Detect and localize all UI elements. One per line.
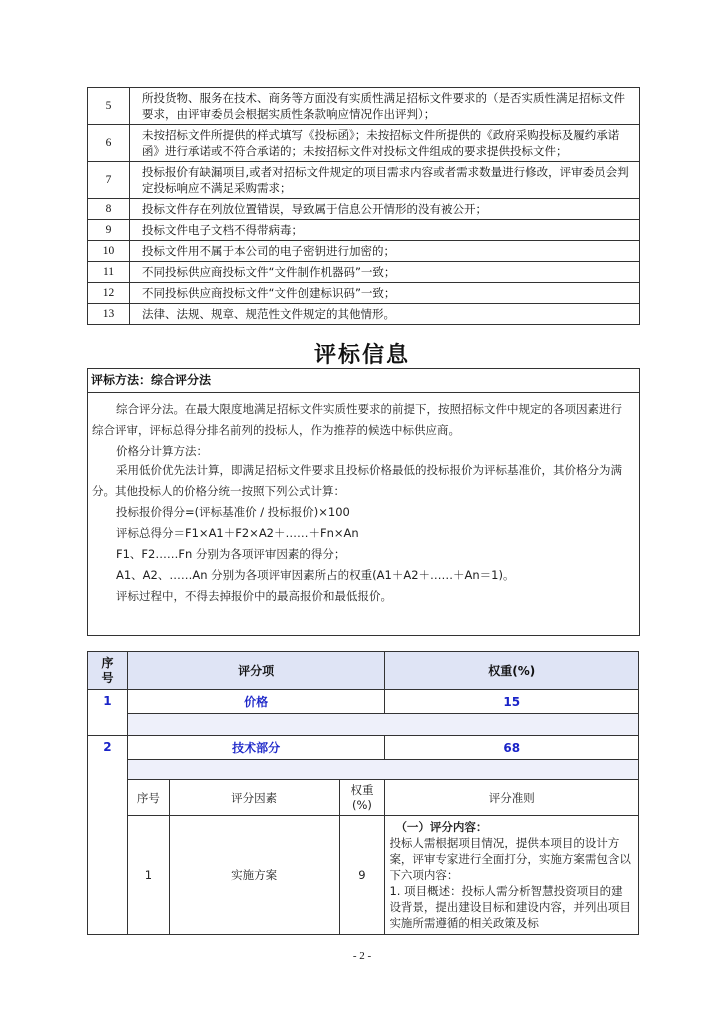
formula-total-score: 评标总得分＝F1×A1＋F2×A2＋……＋Fn×An	[116, 526, 359, 540]
sub-row-seq: 1	[127, 816, 169, 935]
formula-f-def: F1、F2……Fn 分别为各项评审因素的得分；	[116, 547, 346, 561]
section-title: 评标信息	[313, 343, 410, 368]
evaluation-note: 评标过程中，不得去掉报价中的最高报价和最低报价。	[116, 589, 392, 603]
blank-row	[127, 714, 638, 736]
criteria-text: 投标人需根据项目情况，提供本项目的设计方案，评审专家进行全面打分，实施方案需包含以下六项内容：	[389, 836, 631, 882]
sub-header-criteria: 评分准则	[385, 780, 639, 816]
row-number: 11	[88, 262, 130, 283]
disqualification-table	[87, 87, 640, 325]
row-number: 8	[88, 199, 130, 220]
disqualification-row	[88, 262, 640, 283]
row-text: 投标文件用不属于本公司的电子密钥进行加密的；	[130, 241, 640, 262]
row-number: 12	[88, 283, 130, 304]
row-number: 10	[88, 241, 130, 262]
method-heading: 评标方法：综合评分法	[88, 369, 639, 393]
row-number: 5	[88, 88, 130, 125]
method-paragraph: 综合评分法。在最大限度地满足招标文件实质性要求的前提下，按照招标文件中规定的各项因素进行综合评审，评标总得分排名前列的投标人，作为推荐的候选中标供应商。	[92, 402, 622, 437]
criteria-item: 1. 项目概述：投标人需分析智慧投资项目的建设背景，提出建设目标和建设内容，并列出项目实施所需遵循的相关政策及标	[389, 884, 631, 930]
row-number: 9	[88, 220, 130, 241]
row-number: 6	[88, 125, 130, 162]
sub-header-factor: 评分因素	[169, 780, 339, 816]
row-text: 法律、法规、规章、规范性文件规定的其他情形。	[130, 304, 640, 325]
header-item: 评分项	[127, 652, 385, 690]
disqualification-row	[88, 304, 640, 325]
row-text: 不同投标供应商投标文件“文件制作机器码”一致；	[130, 262, 640, 283]
header-seq: 序 号	[88, 652, 128, 690]
page-number: - 2 -	[352, 950, 372, 962]
row-seq-tech: 2	[88, 736, 128, 935]
criteria-title: （一）评分内容：	[395, 820, 488, 834]
disqualification-row	[88, 220, 640, 241]
row-seq-price: 1	[88, 690, 128, 736]
formula-a-def: A1、A2、……An 分别为各项评审因素所占的权重(A1＋A2＋……＋An＝1)。	[116, 568, 515, 582]
row-item-tech: 技术部分	[127, 736, 385, 760]
row-text: 未按招标文件所提供的样式填写《投标函》；未按招标文件所提供的《政府采购投标及履约承诺函》进行承诺或不符合承诺的；未按招标文件对投标文件组成的要求提供投标文件；	[130, 125, 640, 162]
method-body	[88, 393, 639, 607]
disqualification-row	[88, 283, 640, 304]
row-number: 13	[88, 304, 130, 325]
disqualification-row	[88, 241, 640, 262]
disqualification-row	[88, 162, 640, 199]
scoring-table	[87, 651, 639, 935]
disqualification-row	[88, 88, 640, 125]
sub-header-seq: 序号	[127, 780, 169, 816]
price-calc-desc: 采用低价优先法计算，即满足招标文件要求且投标价格最低的投标报价为评标基准价，其价格分为满分。其他投标人的价格分统一按照下列公式计算：	[92, 463, 622, 498]
row-text: 所投货物、服务在技术、商务等方面没有实质性满足招标文件要求的（是否实质性满足招标文件要求，由评审委员会根据实质性条款响应情况作出评判）；	[130, 88, 640, 125]
disqualification-row	[88, 199, 640, 220]
evaluation-method-box	[87, 368, 640, 636]
price-calc-title: 价格分计算方法：	[116, 444, 208, 458]
row-text: 不同投标供应商投标文件“文件创建标识码”一致；	[130, 283, 640, 304]
blank-row	[127, 760, 638, 780]
sub-row-criteria	[385, 816, 639, 935]
header-weight: 权重(%)	[385, 652, 639, 690]
row-number: 7	[88, 162, 130, 199]
disqualification-row	[88, 125, 640, 162]
row-weight-price: 15	[385, 690, 639, 714]
sub-row-factor: 实施方案	[169, 816, 339, 935]
sub-header-weight: 权重 (%)	[339, 780, 385, 816]
row-weight-tech: 68	[385, 736, 639, 760]
row-text: 投标文件电子文档不得带病毒；	[130, 220, 640, 241]
row-text: 投标报价有缺漏项目,或者对招标文件规定的项目需求内容或者需求数量进行修改，评审委员会判定投标响应不满足采购需求；	[130, 162, 640, 199]
formula-price-score: 投标报价得分=(评标基准价 / 投标报价)×100	[116, 505, 350, 519]
row-text: 投标文件存在列放位置错误，导致属于信息公开情形的没有被公开；	[130, 199, 640, 220]
sub-row-weight: 9	[339, 816, 385, 935]
row-item-price: 价格	[127, 690, 385, 714]
